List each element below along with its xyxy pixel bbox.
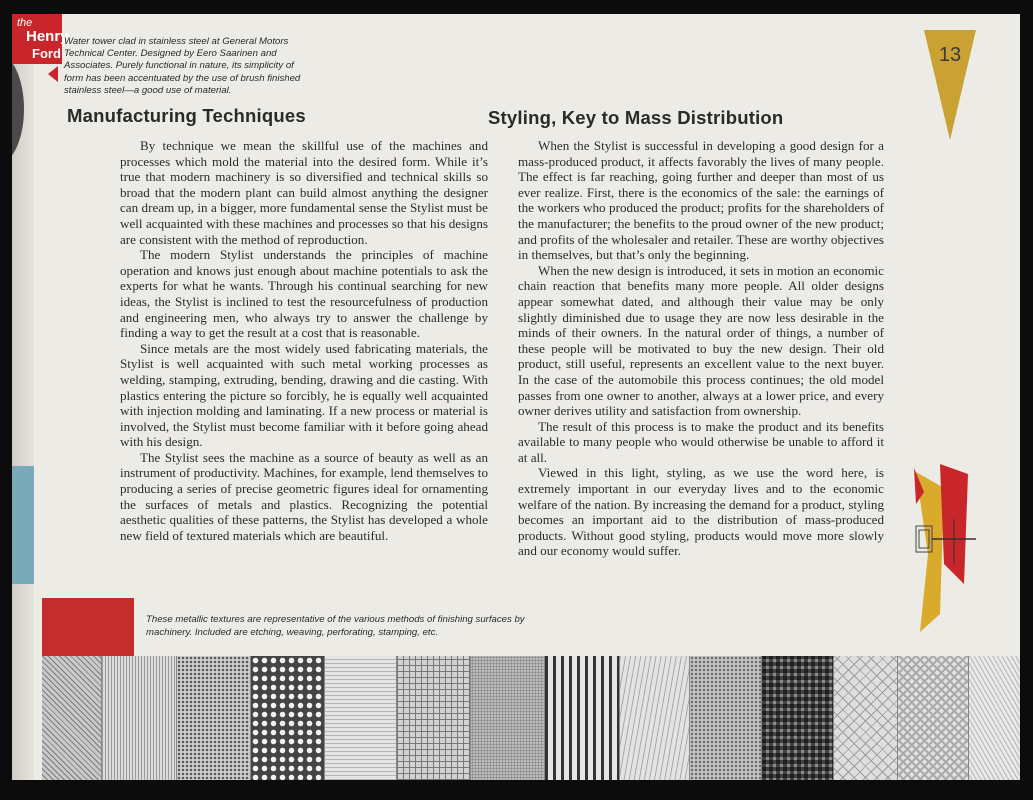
texture-swatch	[690, 656, 762, 780]
paragraph: By technique we mean the skillful use of the machines and processes which mold the material into the desired form. While it’s true that modern machinery is so diversified and technical skills so broad that the modern plant can build almost anything the designer can dream up, in a bigger, more fundamental sense the Stylist must be well acquainted with these machines and processes so that his designs are consistent with the method of reproduction.	[120, 138, 488, 247]
texture-swatch	[969, 656, 1020, 780]
texture-swatch	[102, 656, 176, 780]
texture-swatch	[620, 656, 690, 780]
paragraph: When the Stylist is successful in developing a good design for a mass-produced product, it affects favorably the lives of many people. The effect is far reaching, going further and deeper than most of us ever realize. First, there is the economics of the sale: the earnings of the workers who produced the product; profits for the shareholders of the manufacturer; the benefits to the proud owner of the new product; and profits of the wholesaler and retailer. These are worthy objectives in themselves, but that’s only the beginning.	[518, 138, 884, 263]
texture-swatch	[325, 656, 397, 780]
texture-swatch	[834, 656, 898, 780]
paragraph: Since metals are the most widely used fabricating materials, the Stylist is well acquainted with such metal working processes as welding, stamping, extruding, bending, drawing and die casting. With plastics entering the picture so forcibly, he is equally well acquainted with injection molding and laminating. If a new process or material is involved, the Stylist must become familiar with it before going ahead with his design.	[120, 340, 488, 450]
texture-swatch	[898, 656, 968, 780]
logo-line-2: Henry	[26, 28, 69, 45]
texture-swatch	[177, 656, 251, 780]
logo-line-3: Ford	[32, 46, 61, 61]
styling-column	[518, 138, 884, 559]
texture-swatch	[545, 656, 619, 780]
texture-swatch	[471, 656, 545, 780]
red-color-block	[42, 598, 134, 658]
textures-caption: These metallic textures are representative of the various methods of finishing surfaces by machinery. Included are etching, weaving, perforating, stamping, etc.	[146, 614, 525, 638]
manufacturing-column	[120, 138, 488, 543]
texture-swatch	[397, 656, 471, 780]
blue-color-band	[12, 466, 34, 584]
manufacturing-heading: Manufacturing Techniques	[67, 105, 306, 126]
logo-arrow-icon	[48, 66, 58, 82]
metallic-texture-strip	[42, 656, 1020, 780]
water-tower-caption: Water tower clad in stainless steel at General Motors Technical Center. Designed by Eero Saarinen and Associates. Purely functional in nature, its simplicity of form has been accentuated by the use of brush finished stainless steel—a good use of material.	[64, 36, 301, 96]
paragraph: Viewed in this light, styling, as we use the word here, is extremely important in our everyday lives and to the economic welfare of the nation. By increasing the demand for a product, styling becomes an important aid to the distribution of mass-produced products. Without good styling, products would move more slowly and our economy would suffer.	[518, 465, 884, 559]
abstract-ornament-graphic	[910, 464, 980, 644]
logo-line-1: the	[17, 17, 33, 29]
texture-swatch	[251, 656, 325, 780]
paragraph: The Stylist sees the machine as a source of beauty as well as an instrument of productivity. Machines, for example, lend themselves to producing a series of precise geometric figures ideal for ornamenting the surfaces of metals and plastics. Recognizing the potential aesthetic qualities of these patterns, the Stylist has developed a whole new field of textured materials which are beautiful.	[120, 449, 488, 543]
paragraph: The result of this process is to make the product and its benefits available to many people who would otherwise be unable to afford it at all.	[518, 418, 884, 465]
page-number: 13	[938, 44, 962, 66]
paragraph: The modern Stylist understands the principles of machine operation and knows just enough about machine potentials to ask the experts for what he wants. Through his continual searching for new ideas, the Stylist is inclined to test the resourcefulness of production and engineering men, who always try to answer the challenge by finding a way to get the result at a cost that is reasonable.	[120, 247, 488, 341]
paragraph: When the new design is introduced, it sets in motion an economic chain reaction that benefits many more people. All older designs appear somewhat dated, and although their value may be only slightly diminished due to usage they are now less desirable in the minds of their owners. In the natural order of things, a number of these people will be motivated to buy the new design. Their old product, still useful, represents an excellent value to the next buyer. In the case of the automobile this process continues; the old model passes from one owner to another, always at a lower price, and every owner derives utility and satisfaction from ownership.	[518, 262, 884, 419]
texture-swatch	[762, 656, 834, 780]
henry-ford-logo	[12, 14, 69, 64]
texture-swatch	[42, 656, 102, 780]
styling-heading: Styling, Key to Mass Distribution	[488, 107, 784, 128]
brochure-page	[12, 14, 1020, 780]
